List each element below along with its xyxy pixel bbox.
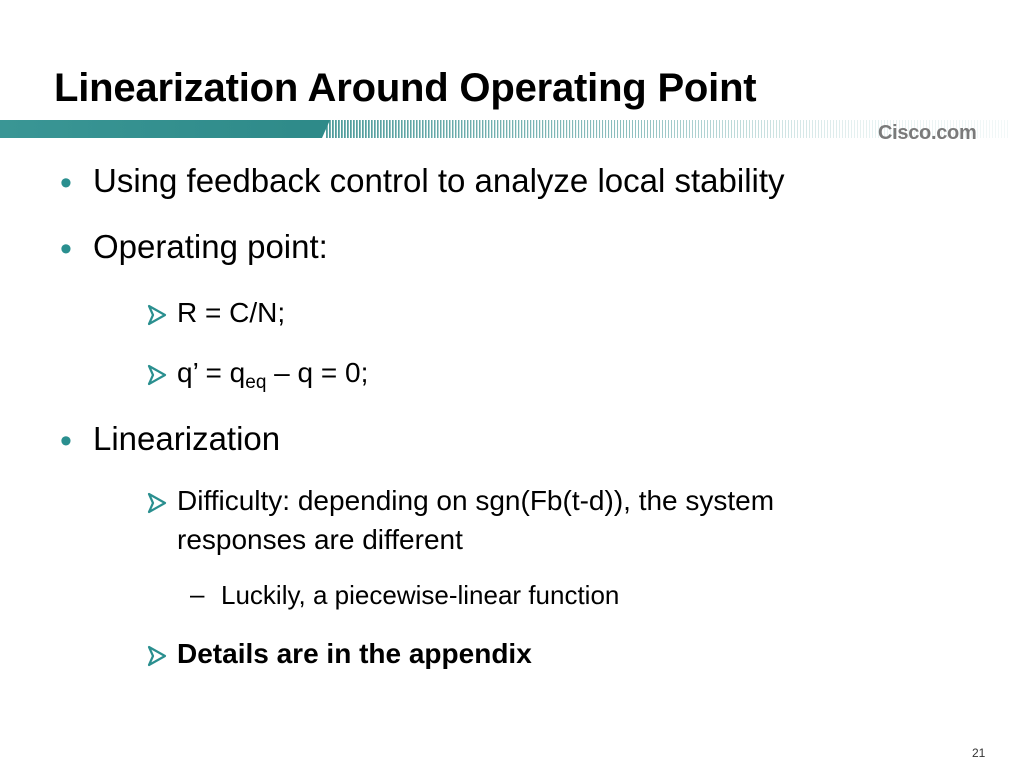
band-stripe [578,120,579,138]
band-stripe [440,120,442,138]
band-stripe [638,120,639,138]
band-stripe [800,120,801,138]
band-stripe [773,120,774,138]
band-stripe [548,120,549,138]
band-stripe [350,120,352,138]
band-stripe [719,120,720,138]
band-stripe [428,120,430,138]
band-stripe [359,120,361,138]
band-stripe [713,120,714,138]
band-stripe [710,120,711,138]
band-stripe [497,120,498,138]
band-stripe [557,120,558,138]
band-stripe [416,120,418,138]
band-stripe [353,120,355,138]
band-stripe [626,120,627,138]
bullet-2-1-text: R = C/N; [177,297,286,328]
band-stripe [815,120,816,138]
band-stripe [812,120,813,138]
band-stripe [614,120,615,138]
band-stripe [536,120,537,138]
band-stripe [674,120,675,138]
band-stripe [599,120,600,138]
band-stripe [662,120,663,138]
band-stripe [500,120,501,138]
band-stripe [695,120,696,138]
band-taper [300,120,330,138]
band-stripe [407,120,409,138]
band-stripe [743,120,744,138]
band-stripe [542,120,543,138]
band-stripe [680,120,681,138]
band-stripe [365,120,367,138]
band-stripe [722,120,723,138]
bullet-3-2-text: Details are in the appendix [177,638,532,669]
band-stripe [554,120,555,138]
band-stripe [434,120,436,138]
band-stripe [458,120,459,138]
band-stripe [338,120,340,138]
header-band [0,118,1024,144]
band-stripe [725,120,726,138]
band-stripe [764,120,765,138]
band-stripe [635,120,636,138]
band-stripe [746,120,747,138]
band-stripe [683,120,684,138]
band-stripe [518,120,519,138]
band-stripe [467,120,468,138]
brand-logo-text: Cisco.com [878,122,977,144]
band-stripe [581,120,582,138]
band-stripe [485,120,486,138]
band-stripe [455,120,456,138]
band-stripe [515,120,516,138]
band-stripe [377,120,379,138]
band-stripe [737,120,738,138]
band-stripe [386,120,388,138]
band-stripe [758,120,759,138]
band-stripe [659,120,660,138]
bullet-3-1-1-text: Luckily, a piecewise-linear function [221,580,620,610]
bullet-3-1-line1: Difficulty: depending on sgn(Fb(t-d)), the system [177,485,775,516]
band-stripe [506,120,507,138]
band-stripe [692,120,693,138]
band-stripe [653,120,654,138]
band-stripe [527,120,528,138]
bullet-3-text: Linearization [93,420,281,457]
band-stripe [419,120,421,138]
band-stripe [803,120,804,138]
band-stripe [341,120,343,138]
band-stripe [398,120,400,138]
band-stripe [503,120,504,138]
band-stripe [797,120,798,138]
slide-title: Linearization Around Operating Point [54,66,757,110]
dash-bullet: – [190,579,205,609]
band-stripe [821,120,822,138]
band-stripe [551,120,552,138]
bullet-2-text: Operating point: [93,228,328,265]
band-solid [0,120,320,138]
band-stripe [494,120,495,138]
band-stripe [611,120,612,138]
band-stripe [509,120,510,138]
band-stripe [560,120,561,138]
band-stripe [344,120,346,138]
band-stripe [521,120,522,138]
band-stripe [524,120,525,138]
band-stripe [368,120,370,138]
page-number: 21 [972,746,986,760]
band-stripe [392,120,394,138]
band-stripe [806,120,807,138]
band-stripe [761,120,762,138]
dot-bullet-icon: • [60,422,72,460]
band-stripe [410,120,412,138]
band-stripe [698,120,699,138]
band-stripe [488,120,489,138]
band-stripe [617,120,618,138]
band-stripe [539,120,540,138]
band-stripe [677,120,678,138]
band-stripe [770,120,771,138]
band-stripe [596,120,597,138]
band-stripe [629,120,630,138]
band-stripe [587,120,588,138]
band-stripe [329,120,331,138]
band-stripe [461,120,462,138]
band-stripe [632,120,633,138]
band-stripe [644,120,645,138]
band-stripe [431,120,433,138]
band-stripe [584,120,585,138]
band-stripe [785,120,786,138]
band-stripe [335,120,337,138]
band-stripe [734,120,735,138]
band-stripe [602,120,603,138]
band-stripe [689,120,690,138]
band-stripe [437,120,439,138]
band-stripe [371,120,373,138]
band-stripe [809,120,810,138]
band-stripe [728,120,729,138]
band-stripe [533,120,534,138]
band-stripe [605,120,606,138]
band-stripe [404,120,406,138]
band-stripe [776,120,777,138]
band-stripe [482,120,483,138]
arrow-right-icon [146,304,168,326]
band-stripe [545,120,546,138]
band-stripe [449,120,450,138]
band-stripe [530,120,531,138]
band-stripe [383,120,385,138]
band-stripe [623,120,624,138]
bullet-1-text: Using feedback control to analyze local stability [93,162,785,199]
band-stripe [422,120,424,138]
band-stripe [656,120,657,138]
band-stripe [818,120,819,138]
band-stripe [362,120,364,138]
bullet-2-2-text [177,354,368,402]
band-stripe [491,120,492,138]
band-stripe [782,120,783,138]
band-stripe [788,120,789,138]
band-stripe [401,120,403,138]
band-stripe [779,120,780,138]
equation-subscript: eq [245,372,267,393]
band-stripe [731,120,732,138]
band-stripe [716,120,717,138]
bullet-3-1-line2: responses are different [177,524,463,555]
band-stripe [326,120,328,138]
band-stripe [473,120,474,138]
band-stripe [668,120,669,138]
equation-prefix: q’ = q [177,357,246,388]
band-stripe [470,120,471,138]
band-stripe [374,120,376,138]
band-stripe [380,120,382,138]
band-stripe [752,120,753,138]
band-stripe [389,120,391,138]
band-stripe [620,120,621,138]
band-stripe [479,120,480,138]
dot-bullet-icon: • [60,164,72,202]
band-stripe [749,120,750,138]
band-stripe [566,120,567,138]
band-stripe [413,120,415,138]
band-stripe [575,120,576,138]
band-stripe [347,120,349,138]
band-stripe [332,120,334,138]
band-stripe [647,120,648,138]
band-stripe [563,120,564,138]
band-stripe [767,120,768,138]
dot-bullet-icon: • [60,230,72,268]
arrow-right-icon [146,492,168,514]
band-stripe [794,120,795,138]
band-stripe [512,120,513,138]
header-band-graphic [0,118,1024,144]
band-stripe [608,120,609,138]
band-stripe [650,120,651,138]
band-stripe [464,120,465,138]
band-stripe [671,120,672,138]
band-stripe [701,120,702,138]
band-stripe [641,120,642,138]
band-stripe [755,120,756,138]
band-stripe [707,120,708,138]
band-stripe [476,120,477,138]
equation-suffix: – q = 0; [266,357,369,388]
band-stripe [452,120,453,138]
band-stripe [443,120,444,138]
band-stripe [395,120,397,138]
band-stripe [791,120,792,138]
arrow-right-icon [146,364,168,386]
band-stripe [425,120,427,138]
band-stripe [665,120,666,138]
band-stripe [569,120,570,138]
band-stripe [572,120,573,138]
band-stripe [740,120,741,138]
band-stripe [704,120,705,138]
arrow-right-icon [146,645,168,667]
band-stripe [593,120,594,138]
band-stripe [446,120,447,138]
band-stripe [590,120,591,138]
band-stripe [686,120,687,138]
band-stripe [356,120,358,138]
